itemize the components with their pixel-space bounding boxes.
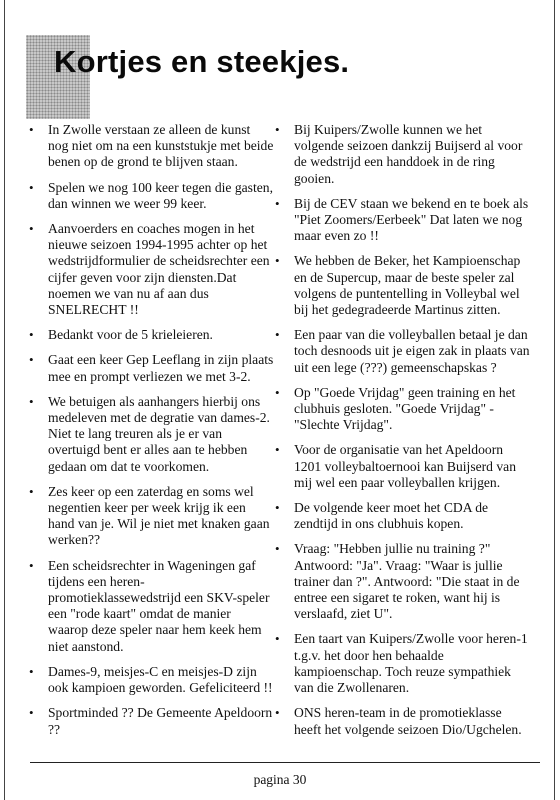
list-item-text: Gaat een keer Gep Leeflang in zijn plaats mee en prompt verliezen we met 3-2.	[48, 352, 274, 384]
bullet-icon: •	[275, 500, 280, 516]
list-item	[272, 500, 532, 532]
list-item	[26, 327, 274, 343]
list-item	[272, 327, 532, 376]
list-item-text: Aanvoerders en coaches mogen in het nieuwe seizoen 1994-1995 achter op het wedstrijdformulier de scheidsrechter een cijfer geven voor zijn diensten.Dat noemen we van nu af aan dus SNELRECHT !!	[48, 221, 270, 318]
list-item-text: De volgende keer moet het CDA de zendtijd in ons clubhuis kopen.	[294, 500, 489, 532]
list-item-text: Voor de organisatie van het Apeldoorn 1201 volleybaltoernooi kan Buijserd van mij wel een paar volleyballen krijgen.	[294, 442, 516, 490]
list-item	[26, 352, 274, 384]
list-item	[26, 221, 274, 318]
list-item-text: Een scheidsrechter in Wageningen gaf tijdens een heren-promotieklassewedstrijd een SKV-speler een "rode kaart" omdat de manier waarop deze speler naar hem keek hem niet aanstond.	[48, 557, 270, 654]
list-item	[26, 180, 274, 212]
list-item-text: We hebben de Beker, het Kampioenschap en de Supercup, maar de beste speler zal volgens de puntentelling in Volleybal wel bij het gedegradeerde Martinus zitten.	[294, 253, 521, 318]
bullet-icon: •	[275, 631, 280, 647]
bullet-icon: •	[275, 384, 280, 400]
bullet-icon: •	[29, 221, 34, 237]
right-column	[272, 122, 532, 747]
list-item-text: Bij Kuipers/Zwolle kunnen we het volgende seizoen dankzij Buijserd al voor de wedstrijd een handdoek in de ring gooien.	[294, 122, 523, 186]
page-number: pagina 30	[253, 772, 307, 787]
list-item-text: In Zwolle verstaan ze alleen de kunst nog niet om na een kunststukje met beide benen op de grond te blijven staan.	[48, 122, 274, 170]
list-item-text: Een taart van Kuipers/Zwolle voor heren-1 t.g.v. het door hen behaalde kampioenschap. Toch reuze sympathiek van die Zwollenaren.	[294, 631, 528, 696]
list-item	[26, 394, 274, 475]
bullet-icon: •	[29, 557, 34, 573]
list-item	[26, 484, 274, 549]
bullet-icon: •	[29, 393, 34, 409]
page-title: Kortjes en steekjes.	[54, 44, 350, 79]
list-item-text: Vraag: "Hebben jullie nu training ?" Antwoord: "Ja". Vraag: "Waar is jullie trainer dan ?". Antwoord: "Die staat in de entree een sigaret te roken, want hij is verslaafd, ziet U".	[294, 541, 520, 622]
list-item	[272, 385, 532, 434]
bullet-icon: •	[29, 705, 34, 721]
list-item-text: Zes keer op een zaterdag en soms wel negentien keer per week krijg ik een hand van je. Wil je niet met knaken gaan werken??	[48, 483, 270, 548]
list-item-text: Op "Goede Vrijdag" geen training en het clubhuis gesloten. "Goede Vrijdag" - "Slechte Vrijdag".	[294, 384, 516, 433]
list-item-text: Sportminded ?? De Gemeente Apeldoorn ??	[48, 705, 273, 737]
bullet-icon: •	[29, 122, 34, 137]
bullet-icon: •	[29, 327, 34, 343]
bullet-icon: •	[29, 483, 34, 499]
list-item	[272, 253, 532, 318]
bullet-icon: •	[275, 195, 280, 211]
bullet-icon: •	[275, 253, 280, 269]
list-item-text: Bij de CEV staan we bekend en te boek als "Piet Zoomers/Eerbeek" Dat laten we nog maar even zo !!	[294, 195, 529, 244]
footer-divider	[30, 762, 540, 763]
bullet-icon: •	[275, 122, 280, 137]
bullet-icon: •	[275, 442, 280, 458]
list-item-text: ONS heren-team in de promotieklasse heeft het volgende seizoen Dio/Ugchelen.	[294, 705, 522, 737]
list-item	[26, 705, 274, 737]
list-item-text: We betuigen als aanhangers hierbij ons medeleven met de degratie van dames-2. Niet te lang treuren als je er van overtuigd bent er alles aan te hebben gedaan om dat te voorkomen.	[48, 393, 270, 474]
list-item	[26, 558, 274, 655]
page-border-left	[4, 0, 5, 800]
list-item	[26, 122, 274, 171]
list-item	[272, 541, 532, 622]
bullet-icon: •	[29, 179, 34, 195]
list-item-text: Spelen we nog 100 keer tegen die gasten, dan winnen we weer 99 keer.	[48, 179, 273, 211]
list-item-text: Bedankt voor de 5 krieleieren.	[48, 327, 213, 343]
list-item	[272, 442, 532, 491]
list-item-text: Dames-9, meisjes-C en meisjes-D zijn ook kampioen geworden. Gefeliciteerd !!	[48, 663, 273, 696]
bullet-icon: •	[275, 705, 280, 721]
list-item	[26, 664, 274, 696]
list-item	[272, 196, 532, 245]
bullet-icon: •	[275, 541, 280, 557]
page-border-right	[554, 0, 555, 800]
list-item	[272, 122, 532, 187]
left-column	[26, 122, 274, 747]
bullet-icon: •	[29, 352, 34, 368]
list-item	[272, 705, 532, 737]
bullet-icon: •	[29, 663, 34, 679]
list-item-text: Een paar van die volleyballen betaal je dan toch desnoods uit je eigen zak in plaats van uit een lege (???) gemeenschapskas ?	[294, 327, 530, 375]
list-item	[272, 631, 532, 696]
bullet-icon: •	[275, 327, 280, 343]
